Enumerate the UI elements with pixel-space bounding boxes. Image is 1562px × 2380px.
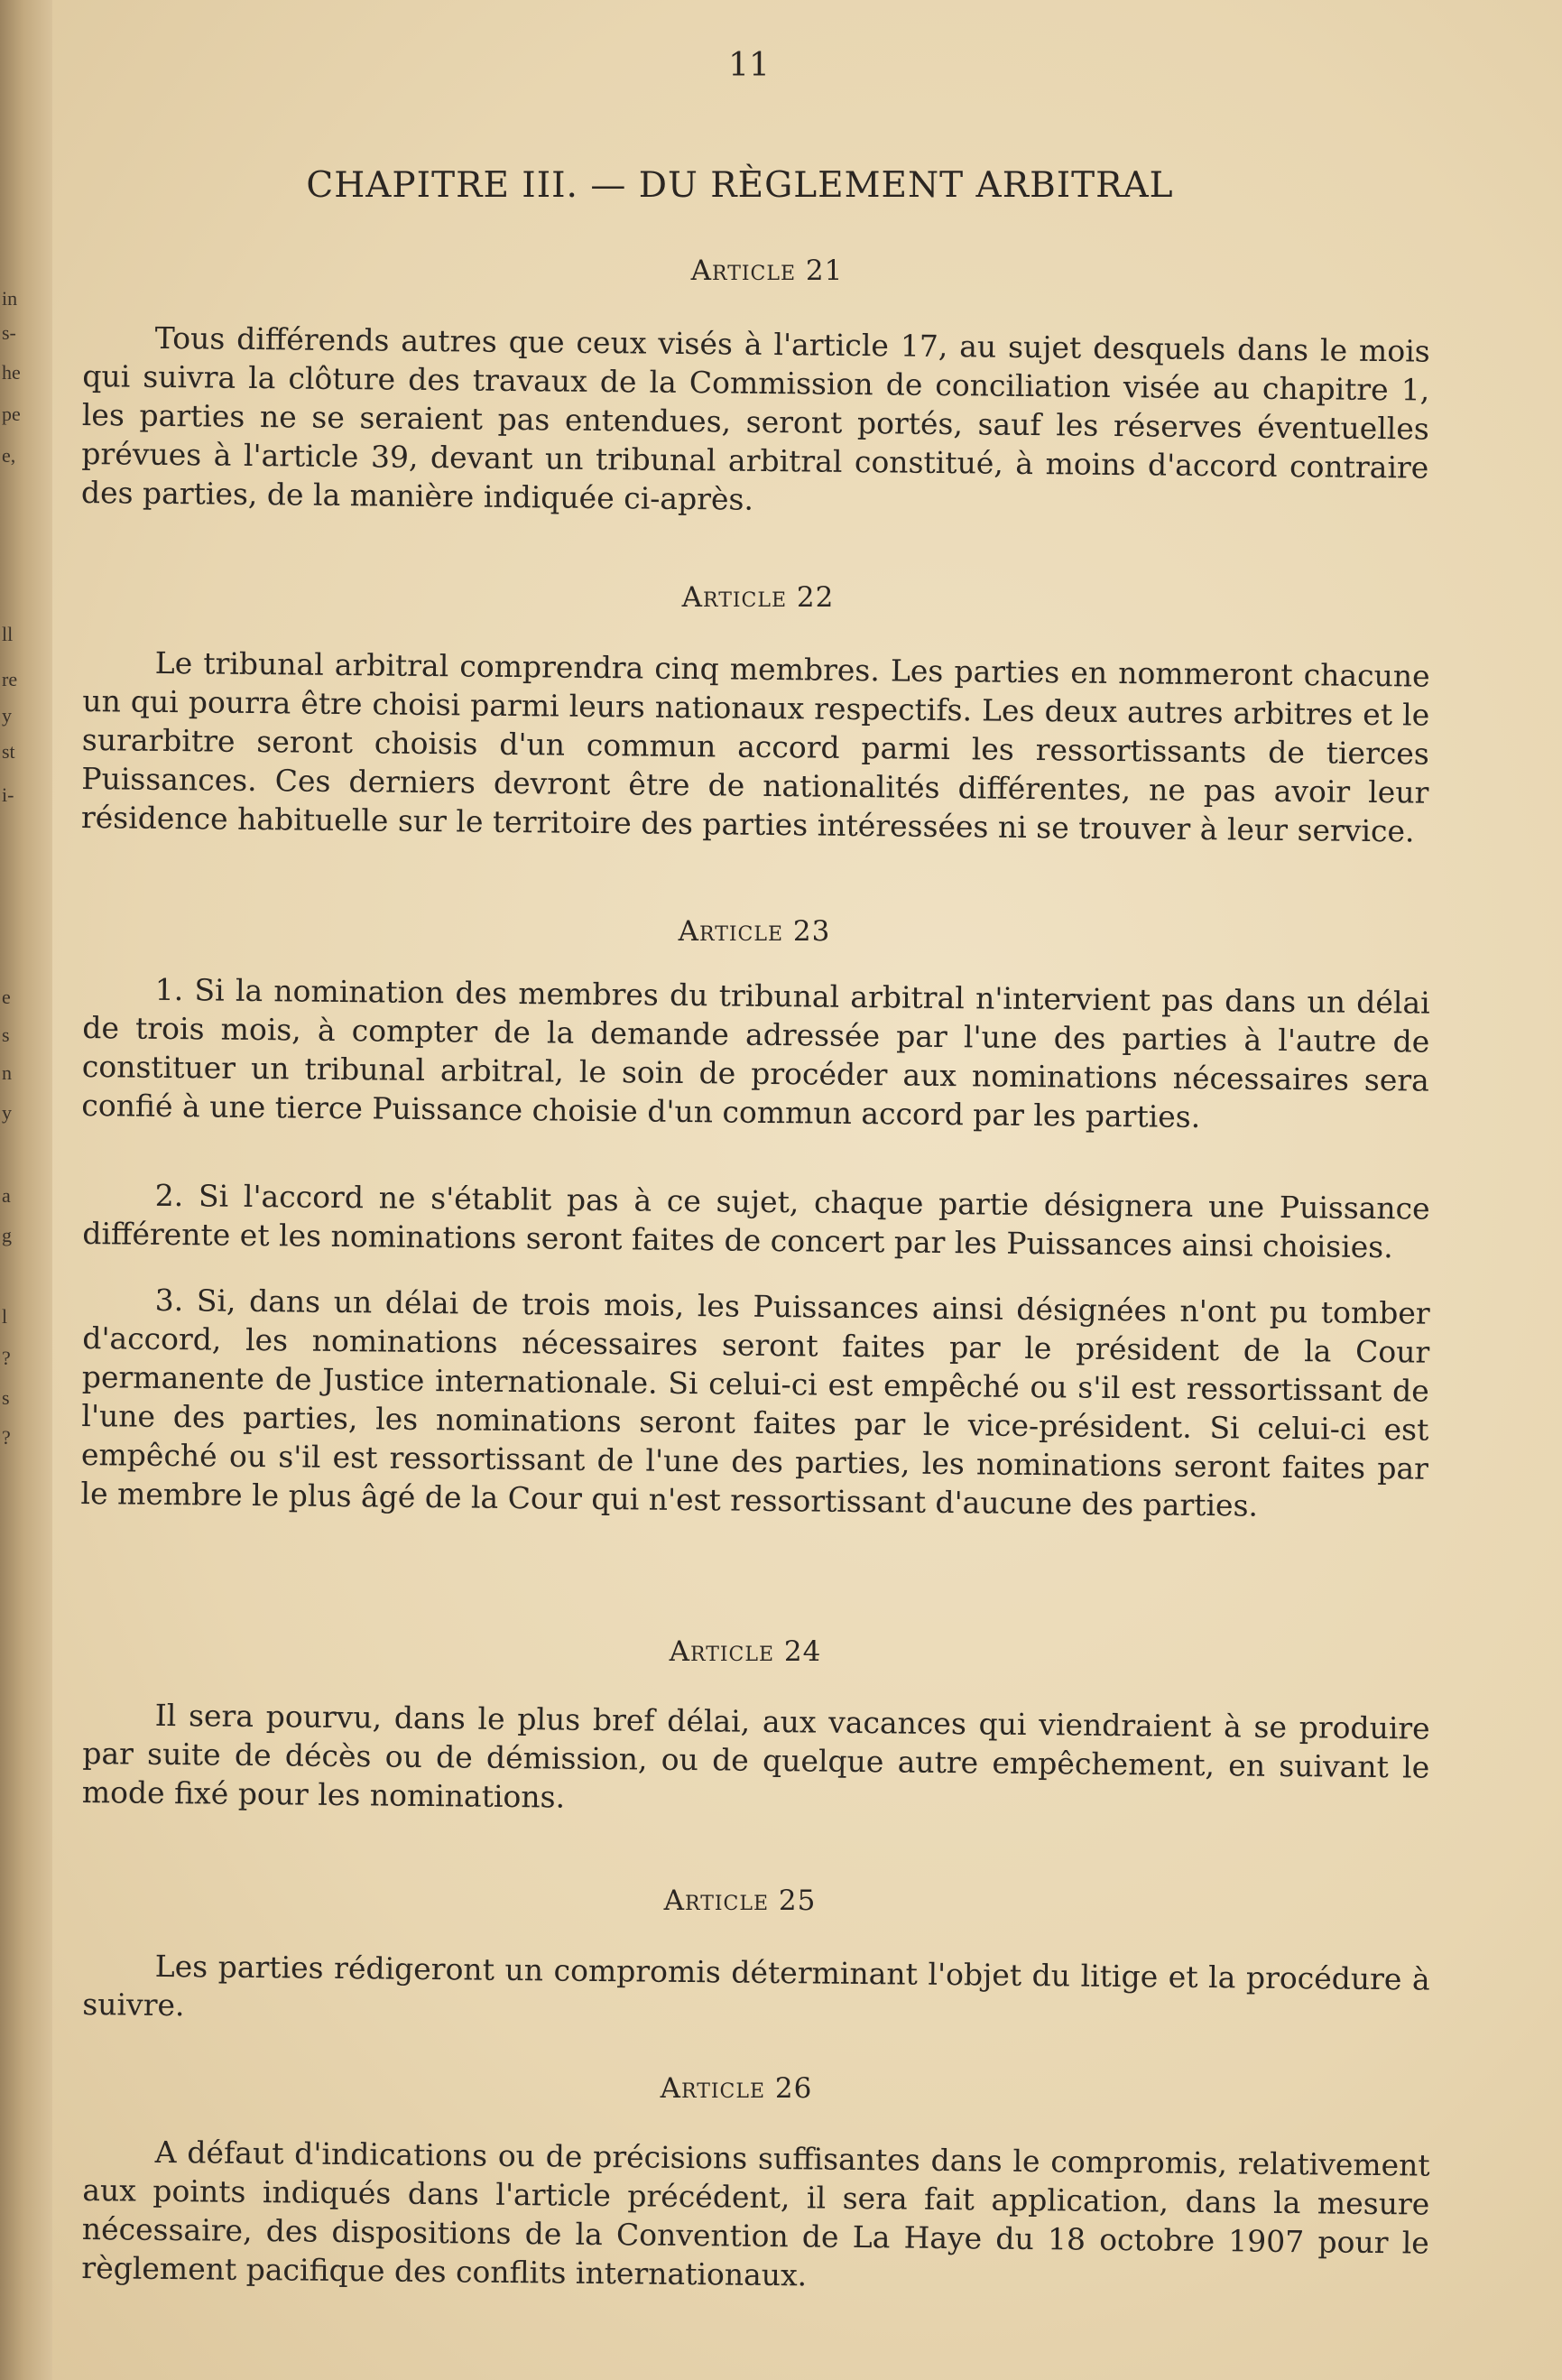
gutter-fragment: s (2, 1023, 10, 1046)
gutter-fragment: s (2, 1386, 10, 1409)
gutter-fragment: y (2, 1101, 12, 1124)
article-25-text: Les parties rédigeront un compromis déterminant l'objet du litige et la procédure à suivre. (82, 1948, 1430, 2023)
article-24-heading: Article 24 (669, 1635, 822, 1668)
article-23-paragraph-3: 3. Si, dans un délai de trois mois, les Puissances ainsi désignées n'ont pu tomber d'accord, les nominations nécessaires seront faites par le président de la Cour permanente de Justice internationale. Si celui-ci est empêché ou s'il est ressortissant de l'une des parties, les nominations seront faites par le vice-président. Si celui-ci est empêché ou s'il est ressortissant de l'une des parties, les nominations seront faites par le membre le plus âgé de la Cour qui n'est ressortissant d'aucune des parties. (80, 1282, 1430, 1523)
article-22-heading: Article 22 (681, 581, 835, 614)
gutter-fragment: in (2, 287, 18, 310)
article-26-text: A défaut d'indications ou de précisions suffisantes dans le compromis, relativement aux points indiqués dans l'article précédent, il sera fait application, dans la mesure nécessaire, des dispositions de la Convention de La Haye du 18 octobre 1907 pour le règlement pacifique des conflits internationaux. (81, 2134, 1430, 2293)
article-24-text: Il sera pourvu, dans le plus bref délai, aux vacances qui viendraient à se produire par suite de décès ou de démission, ou de quelque autre empêchement, en suivant le mode fixé pour les nominations. (81, 1697, 1430, 1815)
gutter-fragment: l (2, 1305, 8, 1328)
chapter-title: CHAPITRE III. — DU RÈGLEMENT ARBITRAL (306, 165, 1174, 206)
article-25-heading: Article 25 (663, 1885, 817, 1917)
gutter-fragment: i- (2, 783, 14, 806)
article-23-heading: Article 23 (678, 915, 831, 948)
gutter-fragment: s- (2, 321, 16, 344)
article-23-paragraph-1: 1. Si la nomination des membres du tribunal arbitral n'intervient pas dans un délai de trois mois, à compter de la demande adressée par l'une des parties à l'autre de constituer un tribunal arbitral, le soin de procéder aux nominations nécessaires sera confié à une tierce Puissance choisie d'un commun accord par les parties. (81, 971, 1430, 1134)
gutter-fragment: re (2, 668, 18, 690)
gutter-fragment: e (2, 986, 11, 1008)
gutter-fragment: ll (2, 623, 14, 645)
gutter-fragment: ? (2, 1426, 11, 1449)
gutter-fragment: a (2, 1184, 11, 1207)
gutter-fragment: y (2, 704, 12, 727)
gutter-fragment: he (2, 361, 21, 384)
article-21-heading: Article 21 (690, 255, 844, 287)
article-26-heading: Article 26 (660, 2072, 813, 2105)
gutter-fragment: n (2, 1061, 12, 1084)
page-number: 11 (728, 47, 770, 84)
gutter-fragment: g (2, 1224, 12, 1246)
gutter-fragment: e, (2, 444, 16, 467)
article-21-text: Tous différends autres que ceux visés à l'article 17, au sujet desquels dans le mois qui suivra la clôture des travaux de la Commission de conciliation visée au chapitre 1, les parties ne se seraient pas entendues, seront portés, sauf les réserves éventuelles prévues à l'article 39, devant un tribunal arbitral constitué, à moins d'accord contraire des parties, de la manière indiquée ci-après. (80, 319, 1430, 517)
gutter-fragment: st (2, 740, 15, 763)
gutter-fragment: ? (2, 1347, 11, 1369)
gutter-fragment: pe (2, 403, 21, 425)
article-23-paragraph-2: 2. Si l'accord ne s'établit pas à ce sujet, chaque partie désignera une Puissance différente et les nominations seront faites de concert par les Puissances ainsi choisies. (82, 1177, 1430, 1265)
article-22-text: Le tribunal arbitral comprendra cinq membres. Les parties en nommeront chacune un qui pourra être choisi parmi leurs nationaux respectifs. Les deux autres arbitres et le surarbitre seront choisis d'un commun accord parmi les ressortissants de tierces Puissances. Ces derniers devront être de nationalités différentes, ne pas avoir leur résidence habituelle sur le territoire des parties intéressées ni se trouver à leur service. (80, 644, 1430, 849)
page-gutter (0, 0, 52, 2380)
